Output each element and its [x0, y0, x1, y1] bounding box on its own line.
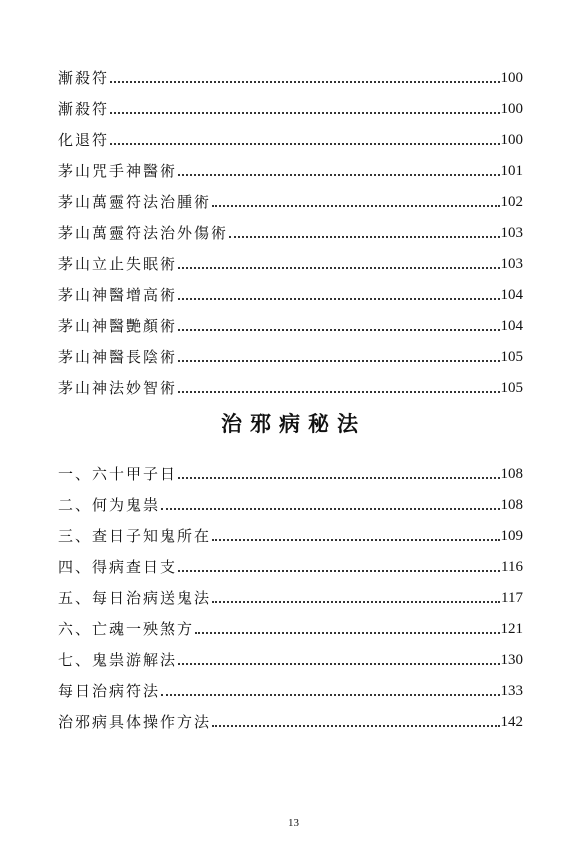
toc-entry	[58, 304, 523, 335]
toc-entry	[58, 149, 523, 180]
toc-entry-title: 四、得病查日支	[58, 558, 178, 576]
toc-dot-leader	[178, 174, 499, 176]
toc-entry-page: 116	[501, 559, 523, 575]
toc-entry-page: 133	[500, 683, 523, 699]
toc-entry-title: 每日治病符法	[58, 682, 161, 700]
toc-entry	[58, 180, 523, 211]
toc-entry-page: 108	[500, 466, 523, 482]
toc-entry	[58, 607, 523, 638]
toc-entry-title: 漸殺符	[58, 100, 110, 118]
toc-entry-page: 105	[500, 349, 523, 365]
toc-entry-page: 100	[500, 101, 523, 117]
toc-entry-page: 121	[500, 621, 523, 637]
toc-entry-page: 108	[500, 497, 523, 513]
toc-entry-page: 103	[500, 225, 523, 241]
toc-entry	[58, 700, 523, 731]
toc-entry-title: 茅山神醫艷顏術	[58, 317, 178, 335]
toc-entry	[58, 669, 523, 700]
toc-entry-title: 茅山萬靈符法治腫術	[58, 193, 212, 211]
toc-dot-leader	[178, 360, 499, 362]
toc-entry-title: 七、鬼祟游解法	[58, 651, 178, 669]
toc-dot-leader	[110, 81, 499, 83]
toc-entry-page: 103	[500, 256, 523, 272]
toc-entry-page: 130	[500, 652, 523, 668]
toc-entry	[58, 483, 523, 514]
toc-entry	[58, 366, 523, 397]
toc-entry-title: 茅山立止失眠術	[58, 255, 178, 273]
toc-entry-title: 二、何为鬼祟	[58, 496, 161, 514]
toc-entry	[58, 514, 523, 545]
toc-entry	[58, 87, 523, 118]
toc-dot-leader	[178, 391, 499, 393]
toc-dot-leader	[212, 725, 499, 727]
toc-entry-page: 104	[500, 287, 523, 303]
toc-dot-leader	[178, 267, 499, 269]
toc-entry-page: 109	[500, 528, 523, 544]
toc-entry-title: 茅山咒手神醫術	[58, 162, 178, 180]
toc-entry-title: 茅山神醫增高術	[58, 286, 178, 304]
toc-dot-leader	[195, 632, 499, 634]
toc-entry	[58, 118, 523, 149]
toc-entry-page: 102	[500, 194, 523, 210]
toc-entry-title: 漸殺符	[58, 69, 110, 87]
toc-entry-page: 105	[500, 380, 523, 396]
toc-entry	[58, 242, 523, 273]
toc-entry-title: 茅山萬靈符法治外傷術	[58, 224, 229, 242]
toc-dot-leader	[161, 508, 499, 510]
toc-entry-page: 100	[500, 132, 523, 148]
toc-entry-title: 治邪病具体操作方法	[58, 713, 212, 731]
toc-entry-title: 六、亡魂一殃煞方	[58, 620, 195, 638]
toc-entry	[58, 335, 523, 366]
toc-entry-title: 茅山神法妙智術	[58, 379, 178, 397]
toc-dot-leader	[212, 601, 500, 603]
toc-entry-title: 五、每日治病送鬼法	[58, 589, 212, 607]
toc-entry-title: 一、六十甲子日	[58, 465, 178, 483]
toc-entry	[58, 273, 523, 304]
toc-entry	[58, 638, 523, 669]
toc-entry-page: 100	[500, 70, 523, 86]
toc-dot-leader	[178, 570, 500, 572]
toc-dot-leader	[178, 329, 499, 331]
toc-entry-title: 茅山神醫長陰術	[58, 348, 178, 366]
toc-entry	[58, 545, 523, 576]
toc-entry	[58, 576, 523, 607]
toc-dot-leader	[110, 112, 499, 114]
toc-dot-leader	[212, 539, 499, 541]
toc-dot-leader	[229, 236, 499, 238]
section-heading: 治邪病秘法	[221, 411, 366, 436]
toc-dot-leader	[178, 298, 499, 300]
toc-entry-title: 三、查日子知鬼所在	[58, 527, 212, 545]
toc-entry	[58, 452, 523, 483]
toc-entry-page: 117	[501, 590, 523, 606]
toc-dot-leader	[178, 663, 499, 665]
toc-list-part1	[58, 56, 523, 397]
toc-entry-page: 142	[500, 714, 523, 730]
toc-dot-leader	[212, 205, 499, 207]
toc-dot-leader	[161, 694, 499, 696]
toc-entry-page: 104	[500, 318, 523, 334]
toc-entry-page: 101	[500, 163, 523, 179]
toc-dot-leader	[110, 143, 499, 145]
page-number: 13	[288, 817, 299, 829]
toc-entry	[58, 211, 523, 242]
toc-entry	[58, 56, 523, 87]
toc-list-part2	[58, 452, 523, 731]
toc-dot-leader	[178, 477, 499, 479]
toc-entry-title: 化退符	[58, 131, 110, 149]
